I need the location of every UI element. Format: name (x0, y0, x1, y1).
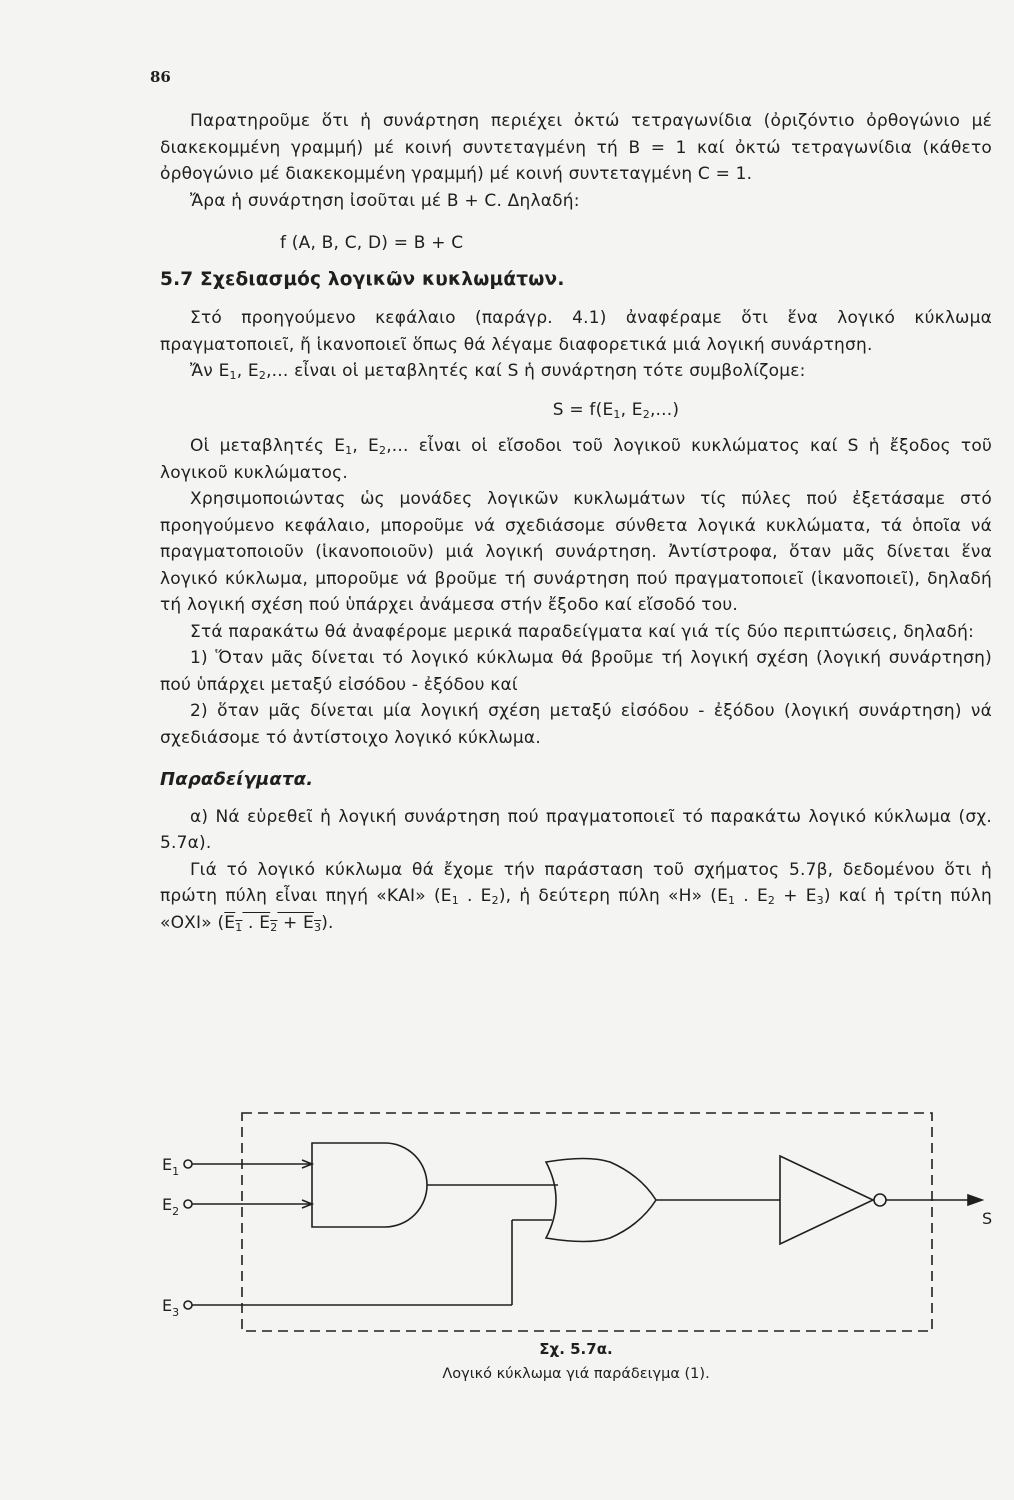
paragraph-6: Χρησιμοποιώντας ὡς μονάδες λογικῶν κυκλωμάτων τίς πύλες πού ἐξετάσαμε στό προηγούμενο κεφάλαιο, μποροῦμε νά σχεδιάσομε σύνθετα λογικά κυκλώματα, τά ὁποῖα νά πραγματοποιοῦν (ἱκανοποιοῦν) μιά λογική συνάρτηση. Ἀντίστροφα, ὅταν μᾶς δίνεται ἕνα λογικό κύκλωμα, μποροῦμε νά βροῦμε τή συνάρτηση πού πραγματοποιεῖ (ἱκανοποιεῖ), δηλαδή τή λογική σχέση πού ὑπάρχει ἀνάμεσα στήν ἔξοδο καί εἴσοδό του. (160, 489, 992, 615)
label-e2: $E_2$ (162, 1195, 180, 1218)
formula-s: $S = f(E_1$, $E_2$,...) (552, 399, 680, 421)
and-gate (312, 1143, 427, 1227)
paragraph-7: Στά παρακάτω θά ἀναφέρομε μερικά παραδείγματα καί γιά τίς δύο περιπτώσεις, δηλαδή: (190, 621, 975, 642)
or-gate (546, 1159, 656, 1242)
paragraph-1: Παρατηροῦμε ὅτι ἡ συνάρτηση περιέχει ὀκτώ τετραγωνίδια (ὀριζόντιο ὀρθογώνιο μέ διακεκομμένη γραμμή) μέ κοινή συντεταγμένη τή B = 1 καί ὀκτώ τετραγωνίδια (κάθετο ὀρθογώνιο μέ διακεκομμένη γραμμή) μέ κοινή συντεταγμένη C = 1. (160, 111, 992, 184)
not-bubble (874, 1194, 886, 1206)
label-e3: $E_3$ (162, 1296, 180, 1319)
figure-caption: Λογικό κύκλωμα γιά παράδειγμα (1). (442, 1366, 710, 1382)
formula-f: f (A, B, C, D) = B + C (280, 233, 464, 253)
not-expression: $E_1$ . $E_2 + E_3$ (224, 912, 322, 934)
paragraph-5: Οἱ μεταβλητές $E_1$, $E_2$,... εἶναι οἱ εἴσοδοι τοῦ λογικοῦ κυκλώματος καί S ἡ ἔξοδος τοῦ λογικοῦ κυκλώματος. (160, 436, 992, 483)
page-body (160, 108, 992, 936)
not-gate (780, 1156, 873, 1244)
list-item-1: 1) Ὅταν μᾶς δίνεται τό λογικό κύκλωμα θά βροῦμε τή λογική σχέση (λογική συνάρτηση) πού ὑπάρχει μεταξύ εἰσόδου - ἐξόδου καί (160, 648, 992, 695)
label-e1: $E_1$ (162, 1155, 180, 1178)
arrow-e2-icon (302, 1200, 312, 1208)
arrow-e1-icon (302, 1160, 312, 1168)
input-terminal-e1 (184, 1160, 192, 1168)
list-item-2: 2) ὅταν μᾶς δίνεται μία λογική σχέση μεταξύ εἰσόδου - ἐξόδου (λογική συνάρτηση) νά σχεδιάσομε τό ἀντίστοιχο λογικό κύκλωμα. (160, 701, 992, 748)
input-terminal-e2 (184, 1200, 192, 1208)
output-arrow-icon (968, 1195, 982, 1205)
input-terminal-e3 (184, 1301, 192, 1309)
paragraph-3: Στό προηγούμενο κεφάλαιο (παράγρ. 4.1) ἀναφέραμε ὅτι ἕνα λογικό κύκλωμα πραγματοποιεῖ, ἤ ἱκανοποιεῖ ὅπως θά λέγαμε διαφορετικά μιά λογική συνάρτηση. (160, 308, 992, 355)
paragraph-2: Ἄρα ἡ συνάρτηση ἰσοῦται μέ B + C. Δηλαδή: (190, 190, 580, 211)
figure-number: Σχ. 5.7α. (539, 1340, 613, 1358)
page-number: 86 (150, 68, 171, 86)
circuit-boundary (242, 1113, 932, 1331)
examples-heading: Παραδείγματα. (160, 769, 314, 790)
example-explanation: Γιά τό λογικό κύκλωμα θά ἔχομε τήν παράσταση τοῦ σχήματος 5.7β, δεδομένου ὅτι ἡ πρώτη πύλη εἶναι πηγή «ΚΑΙ» ($E_1$ . $E_2$), ἡ δεύτερη πύλη «Η» ($E_1$ . $E_2 + E_3$) καί ἡ τρίτη πύλη «ΟΧΙ» ($E_1$ . $E_2 + E_3$). (160, 859, 992, 934)
label-output-s: S (982, 1209, 993, 1228)
section-title: 5.7 Σχεδιασμός λογικῶν κυκλωμάτων. (160, 268, 565, 290)
example-a: α) Νά εὑρεθεῖ ἡ λογική συνάρτηση πού πραγματοποιεῖ τό παρακάτω λογικό κύκλωμα (σχ. 5.7α). (160, 806, 992, 853)
paragraph-4: Ἄν $E_1$, $E_2$,... εἶναι οἱ μεταβλητές καί S ἡ συνάρτηση τότε συμβολίζομε: (190, 361, 806, 382)
